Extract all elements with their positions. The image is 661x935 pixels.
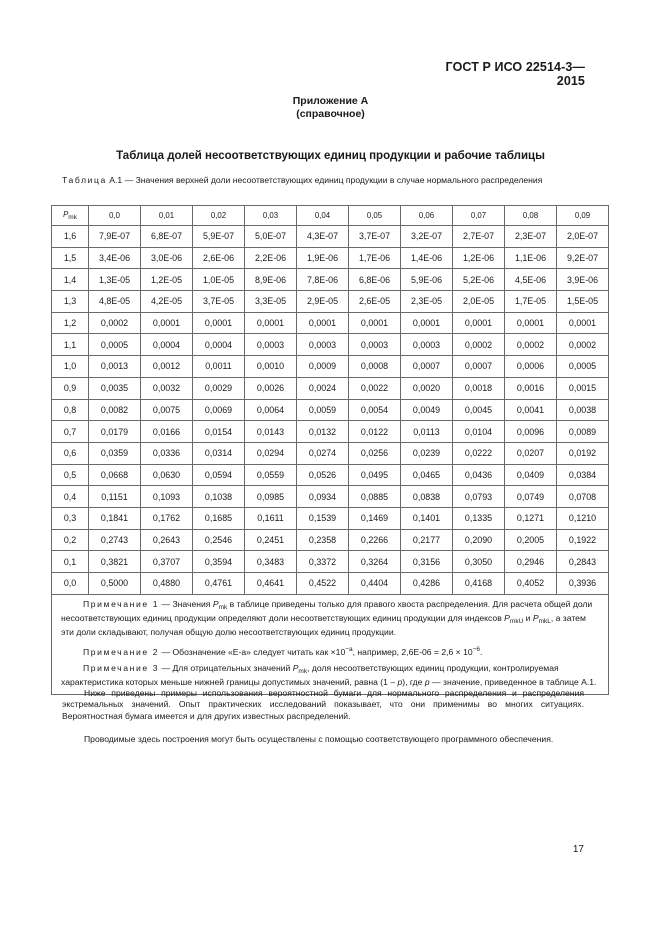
table-cell: 0,0885 <box>349 486 401 508</box>
row-label: 0,3 <box>52 507 89 529</box>
note-3-label: Примечание 3 <box>83 662 160 673</box>
table-cell: 3,3E-05 <box>245 291 297 313</box>
table-cell: 0,0005 <box>557 356 609 378</box>
table-cell: 4,5E-06 <box>505 269 557 291</box>
table-cell: 0,1271 <box>505 507 557 529</box>
table-cell: 0,0032 <box>141 377 193 399</box>
note-3-text: ), где <box>402 677 425 688</box>
table-cell: 0,0005 <box>89 334 141 356</box>
table-cell: 0,0001 <box>297 312 349 334</box>
table-cell: 0,0038 <box>557 399 609 421</box>
table-cell: 0,0465 <box>401 464 453 486</box>
note-2-label: Примечание 2 <box>83 646 160 657</box>
table-cell: 0,2005 <box>505 529 557 551</box>
table-cell: 0,0035 <box>89 377 141 399</box>
table-cell: 0,0001 <box>505 312 557 334</box>
table-cell: 0,1093 <box>141 486 193 508</box>
row-label: 1,1 <box>52 334 89 356</box>
table-cell: 0,0059 <box>297 399 349 421</box>
table-cell: 0,0011 <box>193 356 245 378</box>
table-cell: 3,7E-05 <box>193 291 245 313</box>
table-row <box>52 312 609 334</box>
table-cell: 0,3483 <box>245 551 297 573</box>
table-cell: 0,4168 <box>453 573 505 595</box>
table-cell: 0,0207 <box>505 442 557 464</box>
note-1-label: Примечание 1 <box>83 598 160 609</box>
table-cell: 0,0359 <box>89 442 141 464</box>
table-cell: 0,0294 <box>245 442 297 464</box>
table-cell: 0,2090 <box>453 529 505 551</box>
table-cell: 0,2358 <box>297 529 349 551</box>
table-cell: 5,9E-06 <box>401 269 453 291</box>
table-cell: 0,0668 <box>89 464 141 486</box>
row-label: 0,9 <box>52 377 89 399</box>
column-header: 0,09 <box>557 206 609 226</box>
paragraph-1-text: Ниже приведены примеры использования вероятностной бумаги для нормального распределения и распределения экстремальных значений. Опыт практических исследований показывает, что они применимы во многих ситуациях. Вероятностная бумага имеется и для других известных распределений. <box>62 688 584 721</box>
table-cell: 0,0069 <box>193 399 245 421</box>
appendix-subtitle: (справочное) <box>296 108 365 120</box>
note-1-symbol: P <box>532 612 539 623</box>
table-cell: 0,0082 <box>89 399 141 421</box>
table-cell: 1,7E-05 <box>505 291 557 313</box>
paragraph-1 <box>62 688 584 722</box>
table-cell: 0,0239 <box>401 442 453 464</box>
table-cell: 0,2843 <box>557 551 609 573</box>
table-cell: 3,4E-06 <box>89 247 141 269</box>
table-cell: 0,3156 <box>401 551 453 573</box>
table-row <box>52 291 609 313</box>
table-cell: 2,3E-05 <box>401 291 453 313</box>
table-cell: 0,1210 <box>557 507 609 529</box>
table-cell: 6,8E-07 <box>141 226 193 248</box>
note-2-text: — Обозначение «E-a» следует читать как ×10 <box>159 646 346 657</box>
table-cell: 0,3594 <box>193 551 245 573</box>
table-cell: 0,0934 <box>297 486 349 508</box>
column-header: 0,01 <box>141 206 193 226</box>
table-caption <box>62 175 584 187</box>
table-cell: 2,2E-06 <box>245 247 297 269</box>
table-cell: 0,0026 <box>245 377 297 399</box>
table-cell: 0,0384 <box>557 464 609 486</box>
table-cell: 0,0113 <box>401 421 453 443</box>
note-1-text: и <box>523 612 533 623</box>
row-label: 1,5 <box>52 247 89 269</box>
table-header-row <box>52 206 609 226</box>
column-header: 0,06 <box>401 206 453 226</box>
table-cell: 5,2E-06 <box>453 269 505 291</box>
table-row <box>52 356 609 378</box>
table-cell: 0,0001 <box>141 312 193 334</box>
table-cell: 0,3372 <box>297 551 349 573</box>
table-cell: 1,2E-06 <box>453 247 505 269</box>
table-cell: 8,9E-06 <box>245 269 297 291</box>
document-code: ГОСТ Р ИСО 22514-3—2015 <box>445 60 585 88</box>
table-cell: 0,0016 <box>505 377 557 399</box>
table-cell: 0,0003 <box>245 334 297 356</box>
table-cell: 0,0024 <box>297 377 349 399</box>
values-table <box>51 205 609 695</box>
table-cell: 0,3821 <box>89 551 141 573</box>
column-header: 0,07 <box>453 206 505 226</box>
row-label: 1,6 <box>52 226 89 248</box>
table-cell: 9,2E-07 <box>557 247 609 269</box>
table-cell: 0,0749 <box>505 486 557 508</box>
table-cell: 0,0166 <box>141 421 193 443</box>
table-cell: 0,0003 <box>349 334 401 356</box>
appendix-title: Приложение А <box>292 95 369 107</box>
table-cell: 0,0007 <box>453 356 505 378</box>
row-label: 1,4 <box>52 269 89 291</box>
row-label: 0,8 <box>52 399 89 421</box>
table-cell: 3,0E-06 <box>141 247 193 269</box>
table-cell: 0,3707 <box>141 551 193 573</box>
table-cell: 0,0708 <box>557 486 609 508</box>
page-number: 17 <box>572 844 584 855</box>
table-cell: 0,0020 <box>401 377 453 399</box>
table-cell: 1,1E-06 <box>505 247 557 269</box>
row-label: 1,3 <box>52 291 89 313</box>
table-cell: 0,4641 <box>245 573 297 595</box>
column-header: 0,04 <box>297 206 349 226</box>
note-1-subscript: mkL <box>538 617 551 625</box>
table-row <box>52 442 609 464</box>
table-row <box>52 551 609 573</box>
caption-label: Таблица <box>62 175 107 185</box>
table-cell: 2,6E-06 <box>193 247 245 269</box>
table-cell: 0,0010 <box>245 356 297 378</box>
paragraph-2 <box>62 734 584 745</box>
note-3-symbol: p <box>424 677 430 688</box>
table-cell: 0,0256 <box>349 442 401 464</box>
table-cell: 0,0104 <box>453 421 505 443</box>
table-row <box>52 529 609 551</box>
table-cell: 0,0526 <box>297 464 349 486</box>
table-cell: 0,0001 <box>349 312 401 334</box>
table-row <box>52 573 609 595</box>
table-cell: 2,7E-07 <box>453 226 505 248</box>
table-cell: 0,0002 <box>89 312 141 334</box>
table-cell: 0,5000 <box>89 573 141 595</box>
table-cell: 4,8E-05 <box>89 291 141 313</box>
row-label: 0,4 <box>52 486 89 508</box>
table-cell: 0,0132 <box>297 421 349 443</box>
row-label: 0,2 <box>52 529 89 551</box>
table-cell: 0,0008 <box>349 356 401 378</box>
table-row <box>52 226 609 248</box>
note-3 <box>61 663 600 689</box>
table-cell: 2,0E-05 <box>453 291 505 313</box>
table-cell: 0,3936 <box>557 573 609 595</box>
note-3-symbol: P <box>292 662 299 673</box>
table-cell: 4,2E-05 <box>141 291 193 313</box>
table-row <box>52 399 609 421</box>
table-cell: 0,4880 <box>141 573 193 595</box>
table-heading: Таблица долей несоответствующих единиц продукции и рабочие таблицы <box>116 150 545 162</box>
column-header: 0,05 <box>349 206 401 226</box>
table-cell: 0,0003 <box>401 334 453 356</box>
table-cell: 0,0314 <box>193 442 245 464</box>
table-cell: 0,0143 <box>245 421 297 443</box>
table-cell: 0,1922 <box>557 529 609 551</box>
column-header: 0,08 <box>505 206 557 226</box>
note-1-text: — Значения <box>159 598 213 609</box>
table-cell: 1,0E-05 <box>193 269 245 291</box>
table-cell: 0,0007 <box>401 356 453 378</box>
table-cell: 0,0089 <box>557 421 609 443</box>
table-cell: 0,0002 <box>557 334 609 356</box>
table-cell: 0,3264 <box>349 551 401 573</box>
table-cell: 0,0192 <box>557 442 609 464</box>
table-cell: 0,0559 <box>245 464 297 486</box>
table-cell: 3,2E-07 <box>401 226 453 248</box>
table-cell: 1,4E-06 <box>401 247 453 269</box>
table-row <box>52 334 609 356</box>
table-cell: 0,1762 <box>141 507 193 529</box>
table-cell: 0,1841 <box>89 507 141 529</box>
table-row <box>52 421 609 443</box>
table-cell: 0,0002 <box>453 334 505 356</box>
note-2-text: , например, 2,6E-06 = 2,6 × 10 <box>352 646 473 657</box>
caption-number: А.1 <box>109 175 123 185</box>
header-cell-pmk <box>52 206 89 226</box>
table-row <box>52 507 609 529</box>
table-cell: 0,0630 <box>141 464 193 486</box>
table-cell: 0,0436 <box>453 464 505 486</box>
row-label: 1,2 <box>52 312 89 334</box>
table-cell: 0,1469 <box>349 507 401 529</box>
table-cell: 0,0006 <box>505 356 557 378</box>
table-cell: 0,4286 <box>401 573 453 595</box>
column-header: 0,0 <box>89 206 141 226</box>
header-symbol: P <box>63 210 69 219</box>
note-3-text: — Для отрицательных значений <box>159 662 293 673</box>
table-cell: 0,0001 <box>557 312 609 334</box>
table-cell: 0,2177 <box>401 529 453 551</box>
table-cell: 0,0409 <box>505 464 557 486</box>
table-cell: 0,0096 <box>505 421 557 443</box>
row-label: 1,0 <box>52 356 89 378</box>
table-cell: 2,3E-07 <box>505 226 557 248</box>
table-cell: 0,2546 <box>193 529 245 551</box>
table-cell: 2,0E-07 <box>557 226 609 248</box>
table-cell: 0,1335 <box>453 507 505 529</box>
table-cell: 5,9E-07 <box>193 226 245 248</box>
row-label: 0,1 <box>52 551 89 573</box>
table-cell: 0,2946 <box>505 551 557 573</box>
table-cell: 0,0009 <box>297 356 349 378</box>
note-1-subscript: mk <box>218 603 228 611</box>
table-row <box>52 269 609 291</box>
table-cell: 1,2E-05 <box>141 269 193 291</box>
table-cell: 0,0004 <box>193 334 245 356</box>
table-cell: 0,1401 <box>401 507 453 529</box>
table-cell: 0,2743 <box>89 529 141 551</box>
note-2-text: . <box>480 646 483 657</box>
table-notes <box>52 594 609 695</box>
paragraph-2-text: Проводимые здесь построения могут быть осуществлены с помощью соответствующего программного обеспечения. <box>84 734 554 744</box>
table-cell: 0,0054 <box>349 399 401 421</box>
row-label: 0,5 <box>52 464 89 486</box>
table-cell: 0,0274 <box>297 442 349 464</box>
table-cell: 0,4404 <box>349 573 401 595</box>
table-cell: 0,1151 <box>89 486 141 508</box>
table-cell: 0,1685 <box>193 507 245 529</box>
table-cell: 1,3E-05 <box>89 269 141 291</box>
table-cell: 4,3E-07 <box>297 226 349 248</box>
table-cell: 0,0041 <box>505 399 557 421</box>
note-1-text: в таблице приведены только для правого хвоста распределения. Для расчета общей доли несоответствующих единиц продукции определяют доли несоответствующих единиц продукции для индексов <box>61 598 593 623</box>
header-subscript: mk <box>68 214 77 221</box>
table-cell: 0,0075 <box>141 399 193 421</box>
table-cell: 0,2266 <box>349 529 401 551</box>
table-row <box>52 377 609 399</box>
row-label: 0,0 <box>52 573 89 595</box>
table-cell: 0,0122 <box>349 421 401 443</box>
table-cell: 0,0012 <box>141 356 193 378</box>
table-row <box>52 486 609 508</box>
table-cell: 2,6E-05 <box>349 291 401 313</box>
note-1-subscript: mkU <box>509 617 524 625</box>
row-label: 0,7 <box>52 421 89 443</box>
note-2-superscript: −6 <box>472 645 481 653</box>
table-cell: 0,0049 <box>401 399 453 421</box>
table-cell: 0,0179 <box>89 421 141 443</box>
note-3-symbol: p <box>397 677 403 688</box>
table-cell: 0,4522 <box>297 573 349 595</box>
note-2-superscript: −a <box>345 645 353 653</box>
table-cell: 0,0064 <box>245 399 297 421</box>
table-cell: 1,5E-05 <box>557 291 609 313</box>
table-cell: 0,0336 <box>141 442 193 464</box>
table-cell: 0,0013 <box>89 356 141 378</box>
table-cell: 0,0001 <box>245 312 297 334</box>
table-cell: 1,7E-06 <box>349 247 401 269</box>
table-cell: 0,0015 <box>557 377 609 399</box>
note-1-symbol: P <box>212 598 219 609</box>
table-cell: 6,8E-06 <box>349 269 401 291</box>
table-row <box>52 464 609 486</box>
table-cell: 0,3050 <box>453 551 505 573</box>
note-3-text: , доля несоответствующих единиц продукции, контролируемая характеристика которых меньше нижней границы допустимых значений, равна (1 – <box>61 662 559 688</box>
table-cell: 0,0002 <box>505 334 557 356</box>
table-cell: 0,4052 <box>505 573 557 595</box>
note-3-text: — значение, приведенное в таблице А.1. <box>429 677 597 688</box>
table-cell: 0,0594 <box>193 464 245 486</box>
column-header: 0,02 <box>193 206 245 226</box>
caption-text: — Значения верхней доли несоответствующих единиц продукции в случае нормального распределения <box>122 175 543 185</box>
table-cell: 0,0001 <box>401 312 453 334</box>
table-cell: 1,9E-06 <box>297 247 349 269</box>
table-cell: 0,2451 <box>245 529 297 551</box>
table-cell: 0,0222 <box>453 442 505 464</box>
table-cell: 0,1539 <box>297 507 349 529</box>
table-cell: 7,9E-07 <box>89 226 141 248</box>
table-cell: 0,0004 <box>141 334 193 356</box>
table-cell: 0,0029 <box>193 377 245 399</box>
table-cell: 0,0003 <box>297 334 349 356</box>
table-cell: 0,0022 <box>349 377 401 399</box>
note-1 <box>61 599 600 639</box>
column-header: 0,03 <box>245 206 297 226</box>
note-1-text: , а затем эти доли складывают, получая общую долю несоответствующих единиц продукции. <box>61 612 586 638</box>
table-cell: 0,1611 <box>245 507 297 529</box>
table-cell: 0,4761 <box>193 573 245 595</box>
table-cell: 0,2643 <box>141 529 193 551</box>
table-cell: 7,8E-06 <box>297 269 349 291</box>
table-cell: 0,0985 <box>245 486 297 508</box>
notes-row <box>52 594 609 695</box>
table-cell: 5,0E-07 <box>245 226 297 248</box>
table-cell: 0,0495 <box>349 464 401 486</box>
table-cell: 2,9E-05 <box>297 291 349 313</box>
table-cell: 0,0001 <box>453 312 505 334</box>
table-cell: 3,9E-06 <box>557 269 609 291</box>
table-cell: 3,7E-07 <box>349 226 401 248</box>
table-cell: 0,0838 <box>401 486 453 508</box>
table-cell: 0,0154 <box>193 421 245 443</box>
note-2 <box>61 644 600 658</box>
table-cell: 0,0045 <box>453 399 505 421</box>
table-cell: 0,0018 <box>453 377 505 399</box>
table-cell: 0,0793 <box>453 486 505 508</box>
table-row <box>52 247 609 269</box>
note-3-subscript: mk <box>298 667 308 675</box>
table-cell: 0,0001 <box>193 312 245 334</box>
table-cell: 0,1038 <box>193 486 245 508</box>
note-1-symbol: P <box>504 612 510 623</box>
row-label: 0,6 <box>52 442 89 464</box>
